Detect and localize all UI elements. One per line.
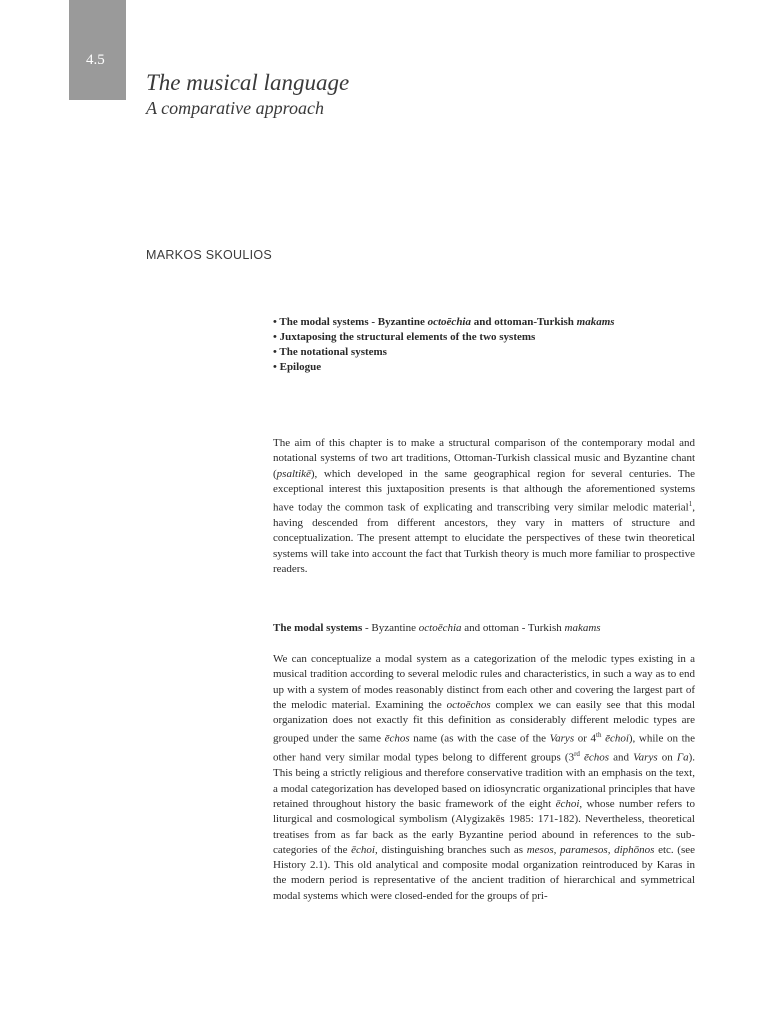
chapter-subtitle: A comparative approach [146, 98, 324, 118]
chapter-number-tab [69, 0, 126, 100]
author-name: MARKOS SKOULIOS [146, 248, 273, 262]
chapter-contents-list [273, 315, 693, 375]
section-heading: The modal systems - Byzantine octoēchia and ottoman - Turkish makams [273, 622, 601, 634]
toc-item: • Juxtaposing the structural elements of the two systems [273, 331, 536, 343]
chapter-number: 4.5 [86, 52, 105, 68]
toc-item: • The notational systems [273, 346, 387, 358]
toc-item: • The modal systems - Byzantine octoēchia and ottoman-Turkish makams [273, 316, 615, 328]
body-paragraph: We can conceptualize a modal system as a categorization of the melodic types existing in a musical tradition according to several melodic rules and characteristics, in such a way as to end up with a system of modes reasonably distinct from each other and covering the largest part of the melodic material. Examining the octoēchos complex we can easily see that this modal organization does not exactly fit this definition as considerably different melodic types are grouped under the same ēchos name (as with the case of the Varys or 4th ēchoi), while on the other hand very similar modal types belong to different groups (3rd ēchos and Varys on Γa). This being a strictly religious and therefore conservative tradition with an emphasis on the text, a modal categorization has developed based on idiosyncratic organizational principles that have retained throughout history the basic framework of the eight ēchoi, whose number refers to liturgical and cosmological symbolism (Alygizakēs 1985: 171-182). Nevertheless, theoretical treatises from as far back as the early Byzantine period abound in references to the sub-categories of the ēchoi, distinguishing branches such as mesos, paramesos, diphōnos etc. (see History 2.1). This old analytical and composite modal organization reintroduced by Karas in the modern period is representative of the ancient tradition of hierarchical and symmetrical modal systems which were closed-ended for the groups of pri- [273, 653, 696, 902]
footnote-ref: 1 [688, 500, 693, 509]
intro-paragraph: The aim of this chapter is to make a structural comparison of the contemporary modal and notational systems of two art traditions, Ottoman-Turkish classical music and Byzantine chant (psaltikē), which developed in the same geographical region for several centuries. The exceptional interest this juxtaposition presents is that although the aforementioned systems have today the common task of explicating and transcribing very similar melodic material$^1$, having descended from different ancestors, they vary in matters of structure and conceptualization. The present attempt to elucidate the perspectives of these twin theoretical systems will take into account the fact that Turkish theory is much more familiar to prospective readers. [273, 437, 695, 576]
chapter-title: The musical language [146, 70, 350, 95]
toc-item: • Epilogue [273, 361, 322, 373]
